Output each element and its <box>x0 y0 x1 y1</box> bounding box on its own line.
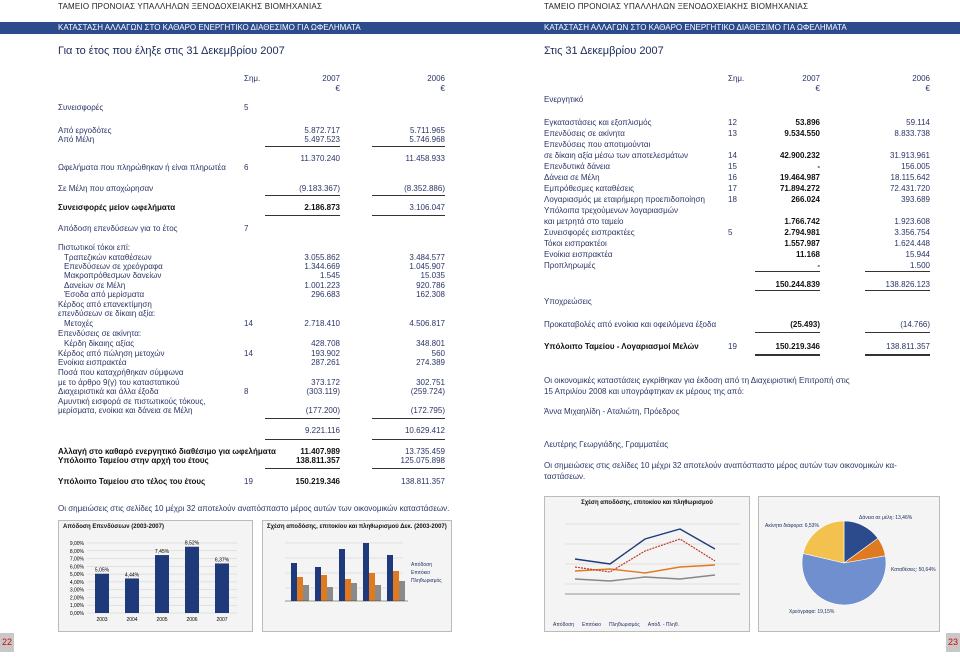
line-note: 12 <box>728 118 737 127</box>
chart-returns-title: Απόδοση Επενδύσεων (2003-2007) <box>63 524 164 530</box>
chart-rates <box>262 520 452 632</box>
line-label: Επενδυτικά δάνεια <box>544 162 610 171</box>
col-2007-right: 2007 <box>802 74 820 83</box>
pie-label-deposits: Καταθέσεις: 50,64% <box>891 567 936 573</box>
line-2006: 1.500 <box>909 261 930 270</box>
line-2007: 11.370.240 <box>300 154 340 163</box>
line-label: Επενδύσεις που αποτιμούνται <box>544 140 651 149</box>
line-2007: 5.497.523 <box>304 135 340 144</box>
bar <box>185 547 199 613</box>
rule <box>372 468 445 469</box>
chart-rates-right-plot <box>545 509 749 609</box>
y-tick: 5,00% <box>69 572 84 579</box>
bar-label: 5,05% <box>94 567 110 574</box>
line-2007: 2.186.873 <box>304 203 340 212</box>
col-2006: 2006 <box>427 74 445 83</box>
line-note: 7 <box>244 224 249 233</box>
line-2006: 302.751 <box>416 378 445 387</box>
line-label: Απόδοση επενδύσεων για το έτος <box>58 224 178 233</box>
line-2006: 393.689 <box>901 195 930 204</box>
line-label: Δανείων σε Μέλη <box>64 281 126 290</box>
col-note-right: Σημ. <box>728 74 745 83</box>
left-footnote: Οι σημειώσεις στις σελίδες 10 μέχρι 32 αποτελούν αναπόσπαστο μέρος αυτών των οικονομικών καταστάσεων. <box>58 504 450 513</box>
line-2006: 560 <box>431 349 445 358</box>
line-note: 6 <box>244 163 249 172</box>
line-label: Διαχειριστικά και άλλα έξοδα <box>58 387 159 396</box>
line-2007: 1.344.669 <box>304 262 340 271</box>
line-note: 14 <box>728 151 737 160</box>
double-rule <box>865 354 930 356</box>
line-label: επενδύσεων σε δίκαιη αξία: <box>58 309 156 318</box>
liab-2007: (25.493) <box>790 320 820 329</box>
cur-2006: € <box>440 84 445 93</box>
page-number-right: 23 <box>946 633 960 652</box>
line-2007: 71.894.272 <box>779 184 820 193</box>
bar-label: 6,37% <box>214 557 230 564</box>
y-tick: 4,00% <box>69 579 84 586</box>
fund-2007: 150.219.346 <box>775 342 820 351</box>
line-label: Δάνεια σε Μέλη <box>544 173 600 182</box>
line-label: και μετρητά στο ταμείο <box>544 217 624 226</box>
line-2006: 3.356.754 <box>894 228 930 237</box>
y-tick: 0,00% <box>69 611 84 617</box>
line-label: Πιστωτικοί τόκοι επί: <box>58 243 131 252</box>
line-2007: 1.557.987 <box>784 239 820 248</box>
line-2006: 5.711.965 <box>410 126 445 135</box>
y-tick: 2,00% <box>69 595 84 602</box>
rule <box>265 439 340 440</box>
line-note: 8 <box>244 387 249 396</box>
line-2007: 5.872.717 <box>304 126 340 135</box>
line-2007: 1.001.223 <box>304 281 340 290</box>
bar-label: 8,52% <box>184 540 200 547</box>
line-2006: 72.431.720 <box>889 184 930 193</box>
chart-returns-plot <box>59 533 252 628</box>
rule <box>865 332 930 333</box>
line-2006: 1.624.448 <box>894 239 930 248</box>
line-label: Από Μέλη <box>58 135 95 144</box>
line-label: Αλλαγή στο καθαρό ενεργητικό διαθέσιμο για ωφελήματα <box>58 447 276 456</box>
cur-2007: € <box>335 84 340 93</box>
line-label: Συνεισφορές μείον ωφελήματα <box>58 203 176 212</box>
line-2007: - <box>817 162 820 171</box>
line-2006: 11.458.933 <box>405 154 445 163</box>
rule <box>265 418 340 419</box>
org-header-right: ΤΑΜΕΙΟ ΠΡΟΝΟΙΑΣ ΥΠΑΛΛΗΛΩΝ ΞΕΝΟΔΟΧΕΙΑΚΗΣ ΒΙΟΜΗΧΑΝΙΑΣ <box>544 2 809 11</box>
line-note: 16 <box>728 173 737 182</box>
bar-label: 7,45% <box>154 549 170 556</box>
line-2007: 373.172 <box>311 378 340 387</box>
line-label: Μακροπρόθεσμων δανείων <box>64 271 162 280</box>
line-2006: 59.114 <box>906 118 930 127</box>
statement-title-bar: ΚΑΤΑΣΤΑΣΗ ΑΛΛΑΓΩΝ ΣΤΟ ΚΑΘΑΡΟ ΕΝΕΡΓΗΤΙΚΟ ΔΙΑΘΕΣΙΜΟ ΓΙΑ ΩΦΕΛΗΜΑΤΑ <box>0 22 480 34</box>
line-2007: 428.708 <box>311 339 340 348</box>
rule <box>372 195 445 196</box>
chart-rates-title: Σχέση αποδόσης, επιτοκίου και πληθωρισμού Δεκ. (2003-2007) <box>267 524 447 530</box>
pie-label-loans: Δάνεια σε μέλη: 13,46% <box>859 515 913 521</box>
line-label: Υπόλοιπο Ταμείου στο τέλος του έτους <box>58 477 206 486</box>
line-2006: (259.724) <box>410 387 445 396</box>
double-rule <box>755 354 820 356</box>
rule <box>372 215 445 216</box>
bar <box>95 574 109 613</box>
line-label: Από εργοδότες <box>58 126 112 135</box>
rule <box>265 468 340 469</box>
line-note: 19 <box>244 477 253 486</box>
legend-diff-r: Απόδ. - Πληθ. <box>647 622 679 628</box>
legend-return: Απόδοση <box>411 562 432 568</box>
line-2007: (303.119) <box>306 387 340 396</box>
y-tick: 7,00% <box>69 556 84 563</box>
line-2007: 296.683 <box>311 290 340 299</box>
line-2006: 3.484.577 <box>409 253 445 262</box>
signatory-secretary: Λευτέρης Γεωργιάδης, Γραμματέας <box>544 440 669 449</box>
line-label: Κέρδος από πώληση μετοχών <box>58 349 165 358</box>
chart-rates-right <box>544 496 750 632</box>
line-label: Κέρδος από επανεκτίμηση <box>58 300 152 309</box>
line-2007: 138.811.357 <box>295 456 340 465</box>
line-note: 15 <box>728 162 737 171</box>
line-label: Ωφελήματα που πληρώθηκαν ή είναι πληρωτέα <box>58 163 226 172</box>
rule <box>865 290 930 291</box>
line-2007: 1.545 <box>319 271 340 280</box>
line-label: Τόκοι εισπρακτέοι <box>544 239 607 248</box>
line-label: Επενδύσεις σε ακίνητα <box>544 129 625 138</box>
line-label: Μετοχές <box>64 319 94 328</box>
x-tick: 2006 <box>186 617 198 623</box>
statement-subtitle: Για το έτος που έληξε στις 31 Δεκεμβρίου 2007 <box>58 45 285 57</box>
rule <box>265 195 340 196</box>
line-label: Έσοδα από μερίσματα <box>64 290 145 299</box>
bar <box>215 563 229 613</box>
liab-2006: (14.766) <box>900 320 930 329</box>
org-header: ΤΑΜΕΙΟ ΠΡΟΝΟΙΑΣ ΥΠΑΛΛΗΛΩΝ ΞΕΝΟΔΟΧΕΙΑΚΗΣ ΒΙΟΜΗΧΑΝΙΑΣ <box>58 2 323 11</box>
x-tick: 2005 <box>156 617 168 623</box>
line-2007: 42.900.232 <box>779 151 820 160</box>
line-label: με το άρθρο 9(γ) του καταστατικού <box>58 378 180 387</box>
line-label: σε δίκαιη αξία μέσω των αποτελεσμάτων <box>544 151 688 160</box>
fund-label: Υπόλοιπο Ταμείου - Λογαριασμοί Μελών <box>544 342 699 351</box>
line-2007: - <box>817 261 820 270</box>
line-label: Εμπρόθεσμες καταθέσεις <box>544 184 635 193</box>
line-2006: 1.045.907 <box>409 262 445 271</box>
line-2006: 15.035 <box>420 271 445 280</box>
liabilities-title: Υποχρεώσεις <box>544 297 592 306</box>
line-label: μερίσματα, ενοίκια και δάνεια σε Μέλη <box>58 406 193 415</box>
line-2007: 150.219.346 <box>295 477 340 486</box>
legend-return-r: Απόδοση <box>553 622 574 628</box>
line-2006: 4.506.817 <box>409 319 445 328</box>
x-tick: 2007 <box>216 617 228 623</box>
right-footnote-2: ταστάσεων. <box>544 472 586 481</box>
legend-inflation: Πληθωρισμός <box>411 578 442 584</box>
line-label: Υπόλοιπα τρεχούμενων λογαριασμών <box>544 206 678 215</box>
line-2006: 138.826.123 <box>885 280 930 289</box>
bar <box>155 555 169 613</box>
line-label: Λογαριασμός με εταιρήμερη προεπιδοποίηση <box>544 195 705 204</box>
line-2006: 274.389 <box>416 358 445 367</box>
line-2006: 18.115.642 <box>890 173 930 182</box>
statement-subtitle-right: Στις 31 Δεκεμβρίου 2007 <box>544 45 664 57</box>
line-label: Ενοίκια εισπρακτέα <box>544 250 613 259</box>
line-2006: 138.811.357 <box>401 477 445 486</box>
line-2007: 3.055.862 <box>304 253 340 262</box>
line-note: 14 <box>244 349 253 358</box>
line-2006: 31.913.961 <box>889 151 930 160</box>
line-2006: (8.352.886) <box>404 184 445 193</box>
line-note: 5 <box>244 103 249 112</box>
fund-note: 19 <box>728 342 737 351</box>
signatory-chair: Άννα Μιχαηλίδη - Αταλιώτη, Πρόεδρος <box>544 407 680 416</box>
rule <box>372 439 445 440</box>
col-2007: 2007 <box>322 74 340 83</box>
y-tick: 6,00% <box>69 564 84 571</box>
line-label: Επενδύσεων σε χρεόγραφα <box>64 262 163 271</box>
col-note: Σημ. <box>244 74 261 83</box>
line-2007: 53.896 <box>795 118 820 127</box>
line-label: Προπληρωμές <box>544 261 596 270</box>
line-2006: 156.005 <box>901 162 930 171</box>
line-2006: 348.801 <box>416 339 445 348</box>
chart-allocation <box>758 496 940 632</box>
liab-label: Προκαταβολές από ενοίκια και οφειλόμενα έξοδα <box>544 320 717 329</box>
bar <box>125 578 139 613</box>
line-label: Συνεισφορές <box>58 103 104 112</box>
line-2007: 193.902 <box>311 349 340 358</box>
fund-2006: 138.811.357 <box>886 342 930 351</box>
line-2006: 10.629.412 <box>404 426 445 435</box>
line-2007: 287.261 <box>311 358 340 367</box>
rule <box>372 418 445 419</box>
line-2007: 11.407.989 <box>300 447 340 456</box>
line-2006: 3.106.047 <box>409 203 445 212</box>
x-tick: 2004 <box>126 617 138 623</box>
rule <box>755 271 820 272</box>
x-tick: 2003 <box>96 617 108 623</box>
line-2007: 150.244.839 <box>775 280 820 289</box>
approval-line2: 15 Απριλίου 2008 και υπογράφτηκαν εκ μέρους της από: <box>544 387 744 396</box>
line-label: Αμυντική εισφορά σε πιστωτικούς τόκους, <box>58 397 206 406</box>
y-tick: 9,00% <box>69 541 84 547</box>
line-2006: 13.735.459 <box>404 447 445 456</box>
chart-returns <box>58 520 253 632</box>
line-label: Τραπεζικών καταθέσεων <box>64 253 152 262</box>
rule <box>755 332 820 333</box>
line-label: Συνεισφορές εισπρακτέες <box>544 228 635 237</box>
right-footnote-1: Οι σημειώσεις στις σελίδες 10 μέχρι 32 αποτελούν αναπόσπαστο μέρος αυτών των οικονομικών κα- <box>544 461 897 470</box>
chart-rates-right-title: Σχέση αποδόσης, επιτοκίου και πληθωρισμού <box>581 500 713 506</box>
rule <box>265 215 340 216</box>
line-label: Επενδύσεις σε ακίνητα: <box>58 329 142 338</box>
assets-title: Ενεργητικό <box>544 95 584 104</box>
line-2007: 19.464.987 <box>779 173 820 182</box>
approval-line1: Οι οικονομικές καταστάσεις εγκρίθηκαν για έκδοση από τη Διαχειριστική Επιτροπή στις <box>544 376 850 385</box>
bar-label: 4,44% <box>124 572 140 579</box>
statement-title-bar-right: ΚΑΤΑΣΤΑΣΗ ΑΛΛΑΓΩΝ ΣΤΟ ΚΑΘΑΡΟ ΕΝΕΡΓΗΤΙΚΟ ΔΙΑΘΕΣΙΜΟ ΓΙΑ ΩΦΕΛΗΜΑΤΑ <box>480 22 960 34</box>
col-2006-right: 2006 <box>912 74 930 83</box>
line-note: 13 <box>728 129 737 138</box>
line-2006: 1.923.608 <box>894 217 930 226</box>
line-label: Ενοίκια εισπρακτέα <box>58 358 127 367</box>
line-label: Υπόλοιπο Ταμείου στην αρχή του έτους <box>58 456 209 465</box>
rule <box>755 290 820 291</box>
line-note: 14 <box>244 319 253 328</box>
line-2006: 15.944 <box>905 250 930 259</box>
y-tick: 8,00% <box>69 548 84 555</box>
line-note: 17 <box>728 184 737 193</box>
y-tick: 1,00% <box>69 603 84 610</box>
line-2006: 920.786 <box>416 281 445 290</box>
legend-inflation-r: Πληθωρισμός <box>609 622 640 628</box>
line-note: 18 <box>728 195 737 204</box>
line-label: Εγκαταστάσεις και εξοπλισμός <box>544 118 652 127</box>
page-number-left: 22 <box>0 633 14 652</box>
line-2007: 2.794.981 <box>784 228 820 237</box>
rule <box>865 271 930 272</box>
line-2007: 9.221.116 <box>305 426 340 435</box>
line-2006: (172.795) <box>410 406 445 415</box>
line-2006: 5.746.968 <box>409 135 445 144</box>
line-label: Κέρδη δίκαιης αξίας <box>64 339 135 348</box>
pie-label-securities: Χρεόγραφα: 19,15% <box>789 609 835 615</box>
line-label: Σε Μέλη που αποχώρησαν <box>58 184 154 193</box>
line-note: 5 <box>728 228 733 237</box>
line-label: Ποσά που καταχρήθηκαν σύμφωνα <box>58 368 184 377</box>
line-2007: (177.200) <box>305 406 340 415</box>
line-2006: 125.075.898 <box>400 456 445 465</box>
rule <box>265 146 340 147</box>
cur-2006-right: € <box>925 84 930 93</box>
line-2006: 8.833.738 <box>894 129 930 138</box>
right-page <box>480 0 960 657</box>
rule <box>372 146 445 147</box>
pie-label-property: Ακίνητα διάφορα: 6,53% <box>765 523 819 529</box>
legend-rate: Επιτόκιο <box>411 570 431 576</box>
cur-2007-right: € <box>815 84 820 93</box>
line-2007: 11.168 <box>795 250 820 259</box>
line-2007: 2.718.410 <box>304 319 340 328</box>
line-2006: 162.308 <box>416 290 445 299</box>
legend-rate-r: Επιτόκιο <box>582 622 602 628</box>
y-tick: 3,00% <box>69 587 84 594</box>
line-2007: (9.183.367) <box>299 184 340 193</box>
line-2007: 9.534.550 <box>784 129 820 138</box>
line-2007: 1.766.742 <box>784 217 820 226</box>
line-2007: 266.024 <box>791 195 820 204</box>
